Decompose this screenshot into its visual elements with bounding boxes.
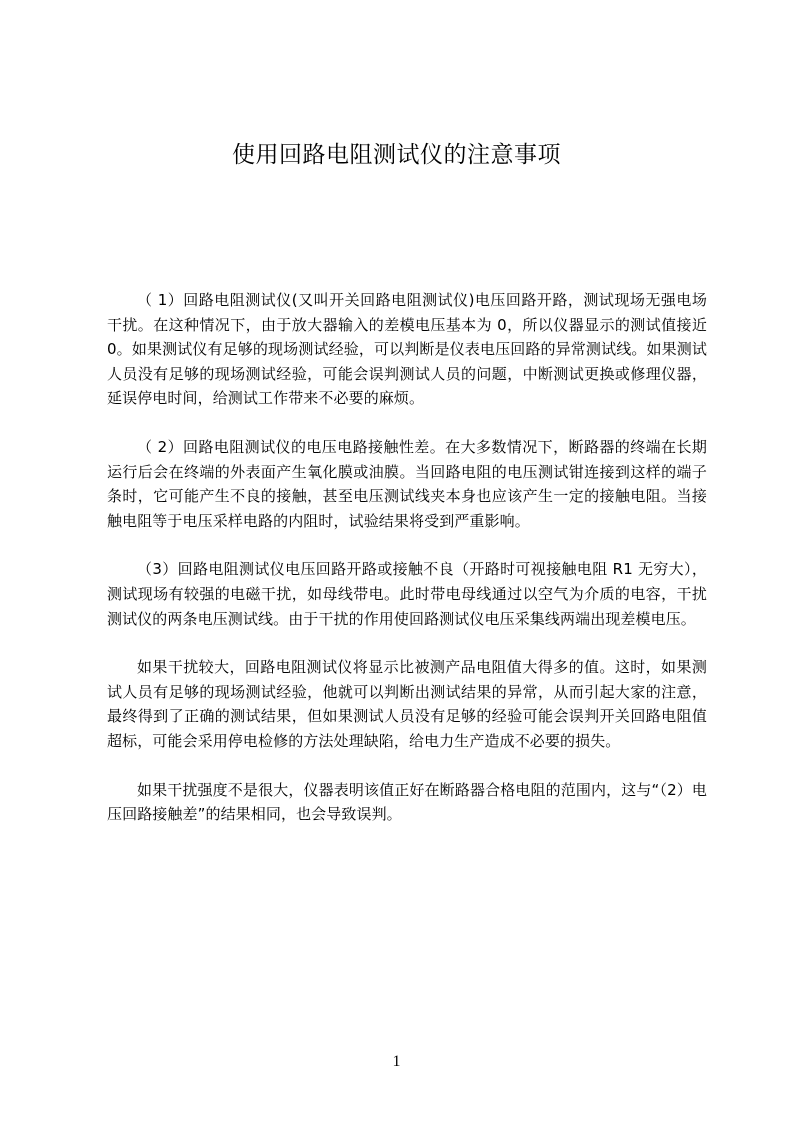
page-number: 1 <box>392 1053 401 1070</box>
document-title: 使用回路电阻测试仪的注意事项 <box>232 142 561 168</box>
paragraph-1: （ 1）回路电阻测试仪(又叫开关回路电阻测试仪)电压回路开路，测试现场无强电场干扰。在这种情况下，由于放大器输入的差模电压基本为 0，所以仪器显示的测试值接近 0。如果测试仪有足够的现场测试经验，可以判断是仪表电压回路的异常测试线。如果测试人员没有足够的现场测试经验，可能会误判测试人员的问题，中断测试更换或修理仪器，延误停电时间，给测试工作带来不必要的麻烦。 <box>107 291 707 408</box>
paragraph-3: （3）回路电阻测试仪电压回路开路或接触不良（开路时可视接触电阻 R1 无穷大），测试现场有较强的电磁干扰，如母线带电。此时带电母线通过以空气为介质的电容，干扰测试仪的两条电压测试线。由于干扰的作用使回路测试仪电压采集线两端出现差模电压。 <box>107 560 707 628</box>
paragraph-5: 如果干扰强度不是很大，仪器表明该值正好在断路器合格电阻的范围内，这与“（2）电压回路接触差”的结果相同，也会导致误判。 <box>107 780 707 824</box>
document-body <box>107 288 707 827</box>
paragraph-4: 如果干扰较大，回路电阻测试仪将显示比被测产品电阻值大得多的值。这时，如果测试人员有足够的现场测试经验，他就可以判断出测试结果的异常，从而引起大家的注意，最终得到了正确的测试结果，但如果测试人员没有足够的经验可能会误判开关回路电阻值超标，可能会采用停电检修的方法处理缺陷，给电力生产造成不必要的损失。 <box>107 658 707 750</box>
paragraph-2: （ 2）回路电阻测试仪的电压电路接触性差。在大多数情况下，断路器的终端在长期运行后会在终端的外表面产生氧化膜或油膜。当回路电阻的电压测试钳连接到这样的端子条时，它可能产生不良的接触，甚至电压测试线夹本身也应该产生一定的接触电阻。当接触电阻等于电压采样电路的内阻时，试验结果将受到严重影响。 <box>107 437 707 530</box>
